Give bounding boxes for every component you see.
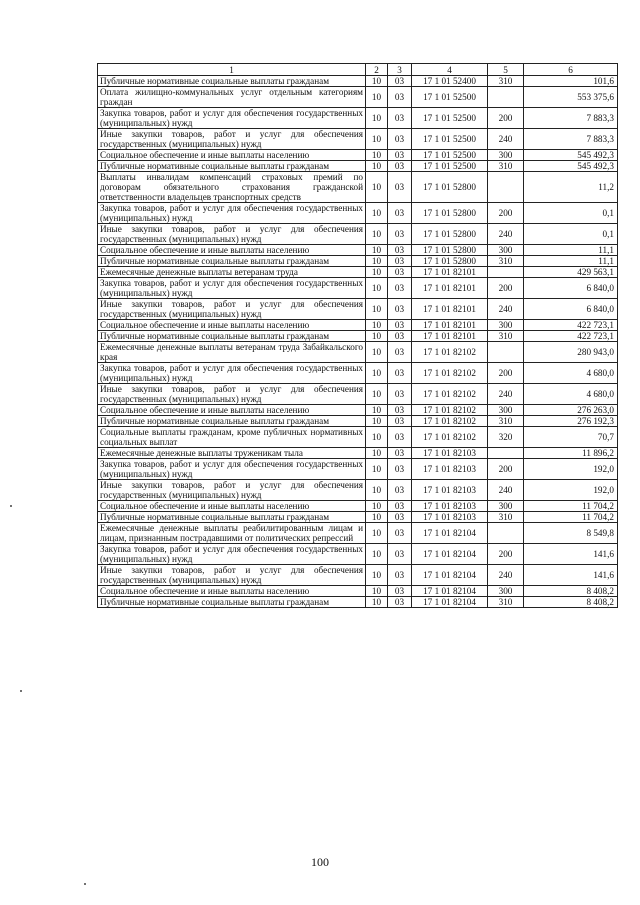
row-target-article: 17 1 01 82102 bbox=[412, 405, 488, 416]
column-header: 3 bbox=[388, 64, 412, 76]
table-row bbox=[98, 129, 618, 150]
row-description: Социальное обеспечение и иные выплаты населению bbox=[98, 150, 366, 161]
row-target-article: 17 1 01 52800 bbox=[412, 256, 488, 267]
row-expense-type bbox=[488, 172, 524, 203]
row-section: 10 bbox=[366, 480, 388, 501]
row-subsection: 03 bbox=[388, 416, 412, 427]
row-target-article: 17 1 01 82103 bbox=[412, 512, 488, 523]
row-target-article: 17 1 01 52800 bbox=[412, 172, 488, 203]
row-expense-type: 310 bbox=[488, 76, 524, 87]
row-subsection: 03 bbox=[388, 267, 412, 278]
row-target-article: 17 1 01 52500 bbox=[412, 129, 488, 150]
scan-speck bbox=[20, 690, 22, 692]
row-expense-type: 320 bbox=[488, 427, 524, 448]
table-row bbox=[98, 256, 618, 267]
row-description: Ежемесячные денежные выплаты ветеранам труда Забайкальского края bbox=[98, 342, 366, 363]
row-description: Закупка товаров, работ и услуг для обеспечения государственных (муниципальных) нужд bbox=[98, 278, 366, 299]
row-amount: 101,6 bbox=[524, 76, 618, 87]
table-row bbox=[98, 459, 618, 480]
row-description: Ежемесячные денежные выплаты реабилитированным лицам и лицам, признанным пострадавшими от политических репрессий bbox=[98, 523, 366, 544]
row-target-article: 17 1 01 82101 bbox=[412, 299, 488, 320]
row-expense-type: 240 bbox=[488, 565, 524, 586]
row-subsection: 03 bbox=[388, 245, 412, 256]
row-target-article: 17 1 01 82101 bbox=[412, 278, 488, 299]
row-description: Ежемесячные денежные выплаты ветеранам труда bbox=[98, 267, 366, 278]
row-expense-type bbox=[488, 523, 524, 544]
row-section: 10 bbox=[366, 448, 388, 459]
row-target-article: 17 1 01 82101 bbox=[412, 267, 488, 278]
row-subsection: 03 bbox=[388, 320, 412, 331]
row-expense-type: 300 bbox=[488, 320, 524, 331]
row-description: Социальное обеспечение и иные выплаты населению bbox=[98, 245, 366, 256]
row-subsection: 03 bbox=[388, 87, 412, 108]
row-expense-type: 310 bbox=[488, 512, 524, 523]
row-amount: 280 943,0 bbox=[524, 342, 618, 363]
row-amount: 11 704,2 bbox=[524, 501, 618, 512]
table-row bbox=[98, 331, 618, 342]
row-section: 10 bbox=[366, 278, 388, 299]
column-header: 4 bbox=[412, 64, 488, 76]
row-section: 10 bbox=[366, 384, 388, 405]
row-description: Иные закупки товаров, работ и услуг для обеспечения государственных (муниципальных) нужд bbox=[98, 480, 366, 501]
row-section: 10 bbox=[366, 245, 388, 256]
column-header: 5 bbox=[488, 64, 524, 76]
row-amount: 8 408,2 bbox=[524, 597, 618, 608]
table-header-row bbox=[98, 64, 618, 76]
row-section: 10 bbox=[366, 267, 388, 278]
row-amount: 6 840,0 bbox=[524, 278, 618, 299]
row-subsection: 03 bbox=[388, 108, 412, 129]
row-amount: 8 549,8 bbox=[524, 523, 618, 544]
table-body bbox=[98, 76, 618, 608]
table-row bbox=[98, 161, 618, 172]
row-expense-type: 300 bbox=[488, 150, 524, 161]
row-section: 10 bbox=[366, 544, 388, 565]
row-amount: 11 704,2 bbox=[524, 512, 618, 523]
row-amount: 553 375,6 bbox=[524, 87, 618, 108]
row-description: Закупка товаров, работ и услуг для обеспечения государственных (муниципальных) нужд bbox=[98, 459, 366, 480]
row-target-article: 17 1 01 82103 bbox=[412, 501, 488, 512]
row-subsection: 03 bbox=[388, 384, 412, 405]
table-row bbox=[98, 203, 618, 224]
row-section: 10 bbox=[366, 565, 388, 586]
row-description: Социальное обеспечение и иные выплаты населению bbox=[98, 501, 366, 512]
row-expense-type: 200 bbox=[488, 108, 524, 129]
row-subsection: 03 bbox=[388, 161, 412, 172]
row-description: Иные закупки товаров, работ и услуг для обеспечения государственных (муниципальных) нужд bbox=[98, 384, 366, 405]
row-section: 10 bbox=[366, 512, 388, 523]
row-expense-type: 300 bbox=[488, 586, 524, 597]
column-header: 6 bbox=[524, 64, 618, 76]
row-target-article: 17 1 01 82104 bbox=[412, 586, 488, 597]
row-target-article: 17 1 01 52800 bbox=[412, 224, 488, 245]
row-target-article: 17 1 01 82101 bbox=[412, 331, 488, 342]
row-subsection: 03 bbox=[388, 150, 412, 161]
table-row bbox=[98, 586, 618, 597]
row-subsection: 03 bbox=[388, 76, 412, 87]
row-section: 10 bbox=[366, 224, 388, 245]
table-row bbox=[98, 342, 618, 363]
row-section: 10 bbox=[366, 108, 388, 129]
table-row bbox=[98, 384, 618, 405]
row-description: Публичные нормативные социальные выплаты гражданам bbox=[98, 597, 366, 608]
row-section: 10 bbox=[366, 459, 388, 480]
row-amount: 0,1 bbox=[524, 224, 618, 245]
table-row bbox=[98, 224, 618, 245]
row-amount: 4 680,0 bbox=[524, 384, 618, 405]
row-target-article: 17 1 01 52800 bbox=[412, 203, 488, 224]
row-amount: 276 263,0 bbox=[524, 405, 618, 416]
row-target-article: 17 1 01 52500 bbox=[412, 87, 488, 108]
row-target-article: 17 1 01 52400 bbox=[412, 76, 488, 87]
row-section: 10 bbox=[366, 256, 388, 267]
row-target-article: 17 1 01 52500 bbox=[412, 150, 488, 161]
row-amount: 6 840,0 bbox=[524, 299, 618, 320]
row-subsection: 03 bbox=[388, 299, 412, 320]
row-subsection: 03 bbox=[388, 544, 412, 565]
row-expense-type: 310 bbox=[488, 256, 524, 267]
row-target-article: 17 1 01 82103 bbox=[412, 480, 488, 501]
row-expense-type bbox=[488, 448, 524, 459]
column-header: 1 bbox=[98, 64, 366, 76]
table-row bbox=[98, 597, 618, 608]
row-expense-type: 300 bbox=[488, 405, 524, 416]
row-section: 10 bbox=[366, 363, 388, 384]
row-subsection: 03 bbox=[388, 363, 412, 384]
row-subsection: 03 bbox=[388, 501, 412, 512]
row-target-article: 17 1 01 82104 bbox=[412, 544, 488, 565]
row-target-article: 17 1 01 52500 bbox=[412, 108, 488, 129]
row-expense-type: 310 bbox=[488, 331, 524, 342]
row-section: 10 bbox=[366, 331, 388, 342]
row-amount: 192,0 bbox=[524, 459, 618, 480]
row-section: 10 bbox=[366, 87, 388, 108]
table-row bbox=[98, 87, 618, 108]
table-row bbox=[98, 76, 618, 87]
row-amount: 422 723,1 bbox=[524, 331, 618, 342]
row-subsection: 03 bbox=[388, 256, 412, 267]
row-expense-type: 200 bbox=[488, 459, 524, 480]
row-amount: 545 492,3 bbox=[524, 161, 618, 172]
table-row bbox=[98, 245, 618, 256]
row-expense-type: 240 bbox=[488, 224, 524, 245]
row-amount: 8 408,2 bbox=[524, 586, 618, 597]
row-expense-type: 310 bbox=[488, 416, 524, 427]
row-description: Социальные выплаты гражданам, кроме публичных нормативных социальных выплат bbox=[98, 427, 366, 448]
row-expense-type: 200 bbox=[488, 544, 524, 565]
table-row bbox=[98, 480, 618, 501]
row-amount: 7 883,3 bbox=[524, 108, 618, 129]
row-description: Публичные нормативные социальные выплаты гражданам bbox=[98, 416, 366, 427]
row-target-article: 17 1 01 82102 bbox=[412, 427, 488, 448]
table-row bbox=[98, 544, 618, 565]
row-subsection: 03 bbox=[388, 129, 412, 150]
row-description: Публичные нормативные социальные выплаты гражданам bbox=[98, 161, 366, 172]
row-description: Публичные нормативные социальные выплаты гражданам bbox=[98, 256, 366, 267]
table-row bbox=[98, 320, 618, 331]
row-description: Оплата жилищно-коммунальных услуг отдельным категориям граждан bbox=[98, 87, 366, 108]
table-row bbox=[98, 448, 618, 459]
row-expense-type: 240 bbox=[488, 299, 524, 320]
row-description: Социальное обеспечение и иные выплаты населению bbox=[98, 405, 366, 416]
row-section: 10 bbox=[366, 129, 388, 150]
row-description: Социальное обеспечение и иные выплаты населению bbox=[98, 586, 366, 597]
row-target-article: 17 1 01 82103 bbox=[412, 459, 488, 480]
scan-speck bbox=[10, 505, 12, 507]
row-amount: 11,1 bbox=[524, 256, 618, 267]
row-description: Закупка товаров, работ и услуг для обеспечения государственных (муниципальных) нужд bbox=[98, 203, 366, 224]
row-expense-type: 310 bbox=[488, 597, 524, 608]
table-row bbox=[98, 150, 618, 161]
row-expense-type: 200 bbox=[488, 278, 524, 299]
row-target-article: 17 1 01 82102 bbox=[412, 342, 488, 363]
row-section: 10 bbox=[366, 416, 388, 427]
row-section: 10 bbox=[366, 203, 388, 224]
row-section: 10 bbox=[366, 172, 388, 203]
row-expense-type: 310 bbox=[488, 161, 524, 172]
row-description: Иные закупки товаров, работ и услуг для обеспечения государственных (муниципальных) нужд bbox=[98, 565, 366, 586]
row-target-article: 17 1 01 82104 bbox=[412, 565, 488, 586]
row-expense-type: 240 bbox=[488, 129, 524, 150]
row-amount: 192,0 bbox=[524, 480, 618, 501]
row-amount: 11 896,2 bbox=[524, 448, 618, 459]
row-expense-type: 240 bbox=[488, 384, 524, 405]
row-section: 10 bbox=[366, 586, 388, 597]
table-row bbox=[98, 501, 618, 512]
row-description: Социальное обеспечение и иные выплаты населению bbox=[98, 320, 366, 331]
table-row bbox=[98, 172, 618, 203]
row-target-article: 17 1 01 82104 bbox=[412, 523, 488, 544]
row-description: Публичные нормативные социальные выплаты гражданам bbox=[98, 331, 366, 342]
row-section: 10 bbox=[366, 299, 388, 320]
row-expense-type bbox=[488, 87, 524, 108]
row-target-article: 17 1 01 82102 bbox=[412, 363, 488, 384]
row-subsection: 03 bbox=[388, 172, 412, 203]
row-description: Публичные нормативные социальные выплаты гражданам bbox=[98, 76, 366, 87]
row-section: 10 bbox=[366, 342, 388, 363]
table-row bbox=[98, 108, 618, 129]
table-row bbox=[98, 363, 618, 384]
row-section: 10 bbox=[366, 150, 388, 161]
row-amount: 422 723,1 bbox=[524, 320, 618, 331]
row-amount: 7 883,3 bbox=[524, 129, 618, 150]
row-amount: 70,7 bbox=[524, 427, 618, 448]
row-target-article: 17 1 01 82102 bbox=[412, 384, 488, 405]
table-row bbox=[98, 405, 618, 416]
row-target-article: 17 1 01 52800 bbox=[412, 245, 488, 256]
row-description: Закупка товаров, работ и услуг для обеспечения государственных (муниципальных) нужд bbox=[98, 363, 366, 384]
row-expense-type: 240 bbox=[488, 480, 524, 501]
row-amount: 429 563,1 bbox=[524, 267, 618, 278]
row-description: Иные закупки товаров, работ и услуг для обеспечения государственных (муниципальных) нужд bbox=[98, 129, 366, 150]
scan-speck bbox=[84, 883, 86, 885]
budget-table bbox=[97, 63, 618, 608]
row-section: 10 bbox=[366, 405, 388, 416]
row-target-article: 17 1 01 82104 bbox=[412, 597, 488, 608]
row-expense-type: 200 bbox=[488, 203, 524, 224]
row-target-article: 17 1 01 82101 bbox=[412, 320, 488, 331]
table-row bbox=[98, 267, 618, 278]
row-target-article: 17 1 01 82102 bbox=[412, 416, 488, 427]
row-subsection: 03 bbox=[388, 278, 412, 299]
row-expense-type bbox=[488, 267, 524, 278]
row-target-article: 17 1 01 52500 bbox=[412, 161, 488, 172]
row-subsection: 03 bbox=[388, 523, 412, 544]
row-expense-type bbox=[488, 342, 524, 363]
table-row bbox=[98, 512, 618, 523]
row-subsection: 03 bbox=[388, 427, 412, 448]
row-subsection: 03 bbox=[388, 203, 412, 224]
row-section: 10 bbox=[366, 76, 388, 87]
row-amount: 276 192,3 bbox=[524, 416, 618, 427]
row-subsection: 03 bbox=[388, 597, 412, 608]
row-expense-type: 300 bbox=[488, 501, 524, 512]
budget-table-container bbox=[97, 63, 617, 608]
row-expense-type: 200 bbox=[488, 363, 524, 384]
row-section: 10 bbox=[366, 501, 388, 512]
row-subsection: 03 bbox=[388, 224, 412, 245]
row-amount: 4 680,0 bbox=[524, 363, 618, 384]
row-target-article: 17 1 01 82103 bbox=[412, 448, 488, 459]
page-number: 100 bbox=[311, 855, 329, 869]
row-expense-type: 300 bbox=[488, 245, 524, 256]
table-row bbox=[98, 278, 618, 299]
row-amount: 141,6 bbox=[524, 565, 618, 586]
table-row bbox=[98, 565, 618, 586]
row-description: Иные закупки товаров, работ и услуг для обеспечения государственных (муниципальных) нужд bbox=[98, 299, 366, 320]
row-subsection: 03 bbox=[388, 480, 412, 501]
row-subsection: 03 bbox=[388, 512, 412, 523]
row-subsection: 03 bbox=[388, 331, 412, 342]
row-amount: 11,1 bbox=[524, 245, 618, 256]
table-row bbox=[98, 427, 618, 448]
row-amount: 11,2 bbox=[524, 172, 618, 203]
row-section: 10 bbox=[366, 427, 388, 448]
row-description: Иные закупки товаров, работ и услуг для обеспечения государственных (муниципальных) нужд bbox=[98, 224, 366, 245]
row-amount: 0,1 bbox=[524, 203, 618, 224]
row-description: Закупка товаров, работ и услуг для обеспечения государственных (муниципальных) нужд bbox=[98, 544, 366, 565]
row-subsection: 03 bbox=[388, 342, 412, 363]
row-subsection: 03 bbox=[388, 565, 412, 586]
row-description: Закупка товаров, работ и услуг для обеспечения государственных (муниципальных) нужд bbox=[98, 108, 366, 129]
row-subsection: 03 bbox=[388, 448, 412, 459]
row-description: Ежемесячные денежные выплаты труженикам тыла bbox=[98, 448, 366, 459]
column-header: 2 bbox=[366, 64, 388, 76]
row-description: Публичные нормативные социальные выплаты гражданам bbox=[98, 512, 366, 523]
row-subsection: 03 bbox=[388, 459, 412, 480]
row-amount: 545 492,3 bbox=[524, 150, 618, 161]
table-row bbox=[98, 523, 618, 544]
row-description: Выплаты инвалидам компенсаций страховых премий по договорам обязательного страхования гражданской ответственности владельцев транспортных средств bbox=[98, 172, 366, 203]
table-row bbox=[98, 416, 618, 427]
row-subsection: 03 bbox=[388, 586, 412, 597]
row-section: 10 bbox=[366, 523, 388, 544]
row-section: 10 bbox=[366, 161, 388, 172]
row-section: 10 bbox=[366, 597, 388, 608]
row-subsection: 03 bbox=[388, 405, 412, 416]
table-row bbox=[98, 299, 618, 320]
row-amount: 141,6 bbox=[524, 544, 618, 565]
row-section: 10 bbox=[366, 320, 388, 331]
